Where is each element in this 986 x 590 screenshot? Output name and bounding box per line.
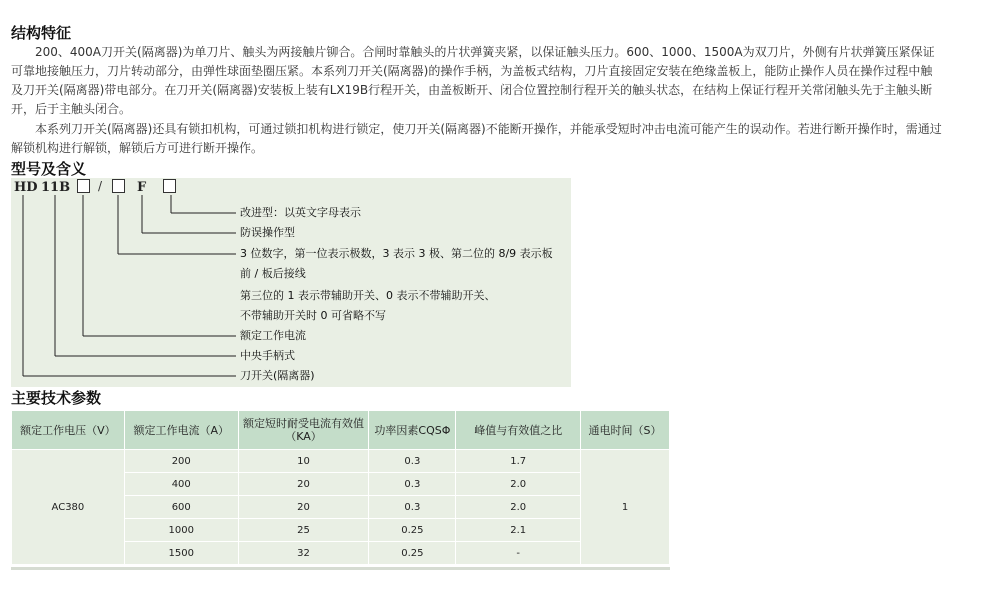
- cell-current: 600: [124, 496, 238, 519]
- cell-ka: 20: [238, 496, 369, 519]
- label-knife-switch: 刀开关(隔离器): [240, 369, 315, 382]
- header-short-time-current: 额定短时耐受电流有效值（KA）: [238, 411, 369, 450]
- model-code-11b: 11B: [41, 180, 71, 195]
- label-improved: 改进型：以英文字母表示: [240, 206, 361, 219]
- params-table: [11, 410, 670, 565]
- label-rated-current: 额定工作电流: [240, 329, 306, 342]
- cell-ka: 32: [238, 542, 369, 565]
- header-time: 通电时间（S）: [581, 411, 670, 450]
- cell-ratio: 2.1: [456, 519, 581, 542]
- label-digits-2: 前 / 板后接线: [240, 267, 306, 280]
- cell-current: 1000: [124, 519, 238, 542]
- cell-voltage: AC380: [12, 450, 125, 565]
- structure-paragraph-1: 200、400A刀开关(隔离器)为单刀片、触头为两接触片铆合。合闸时靠触头的片状弹簧夹紧，以保证触头压力。600、1000、1500A为双刀片，外侧有片状弹簧压紧保证可靠地接触压力，刀片转动部分，由弹性球面垫圈压紧。本系列刀开关(隔离器)的操作手柄，为盖板式结构，刀片直接固定安装在绝缘盖板上，能防止操作人员在操作过程中触及刀开关(隔离器)带电部分。在刀开关(隔离器)安装板上装有LX19B行程开关，由盖板断开、闭合位置控制行程开关的触头状态，在结构上保证行程开关常闭触头先于主触头断开，后于主触头闭合。: [11, 45, 935, 116]
- cell-pf: 0.25: [369, 542, 456, 565]
- cell-ka: 25: [238, 519, 369, 542]
- cell-ratio: -: [456, 542, 581, 565]
- model-code-hd: HD: [14, 180, 38, 195]
- section-title-model: 型号及含义: [11, 160, 87, 178]
- cell-current: 200: [124, 450, 238, 473]
- label-digits-3: 第三位的 1 表示带辅助开关、0 表示不带辅助开关、: [240, 289, 496, 302]
- header-current: 额定工作电流（A）: [124, 411, 238, 450]
- cell-ka: 10: [238, 450, 369, 473]
- cell-pf: 0.25: [369, 519, 456, 542]
- header-peak-ratio: 峰值与有效值之比: [456, 411, 581, 450]
- model-code-box-improved: [163, 179, 176, 193]
- model-diagram: [11, 178, 571, 387]
- cell-current: 1500: [124, 542, 238, 565]
- label-digits-1: 3 位数字，第一位表示极数，3 表示 3 极、第二位的 8/9 表示板: [240, 247, 553, 260]
- section-title-structure: 结构特征: [11, 24, 72, 42]
- model-code-box-digits: [112, 179, 125, 193]
- cell-current: 400: [124, 473, 238, 496]
- structure-paragraph-2: 本系列刀开关(隔离器)还具有锁扣机构，可通过锁扣机构进行锁定，使刀开关(隔离器)不能断开操作，并能承受短时冲击电流可能产生的误动作。若进行断开操作时，需通过解锁机构进行解锁，解锁后方可进行断开操作。: [11, 122, 942, 155]
- model-code-slash: /: [98, 179, 103, 193]
- cell-ratio: 2.0: [456, 473, 581, 496]
- label-anti-misoperation: 防误操作型: [240, 226, 295, 239]
- header-voltage: 额定工作电压（V）: [12, 411, 125, 450]
- table-row: [12, 450, 670, 473]
- label-digits-4: 不带辅助开关时 0 可省略不写: [240, 309, 386, 322]
- cell-pf: 0.3: [369, 450, 456, 473]
- model-code-box-current: [77, 179, 90, 193]
- table-bottom-shadow: [11, 567, 670, 570]
- header-power-factor: 功率因素CQSΦ: [369, 411, 456, 450]
- label-central-handle: 中央手柄式: [240, 349, 295, 362]
- section-title-params: 主要技术参数: [11, 389, 102, 407]
- cell-time: 1: [581, 450, 670, 565]
- cell-ka: 20: [238, 473, 369, 496]
- model-code-f: F: [137, 180, 147, 195]
- cell-ratio: 1.7: [456, 450, 581, 473]
- cell-ratio: 2.0: [456, 496, 581, 519]
- cell-pf: 0.3: [369, 473, 456, 496]
- table-header-row: [12, 411, 670, 450]
- cell-pf: 0.3: [369, 496, 456, 519]
